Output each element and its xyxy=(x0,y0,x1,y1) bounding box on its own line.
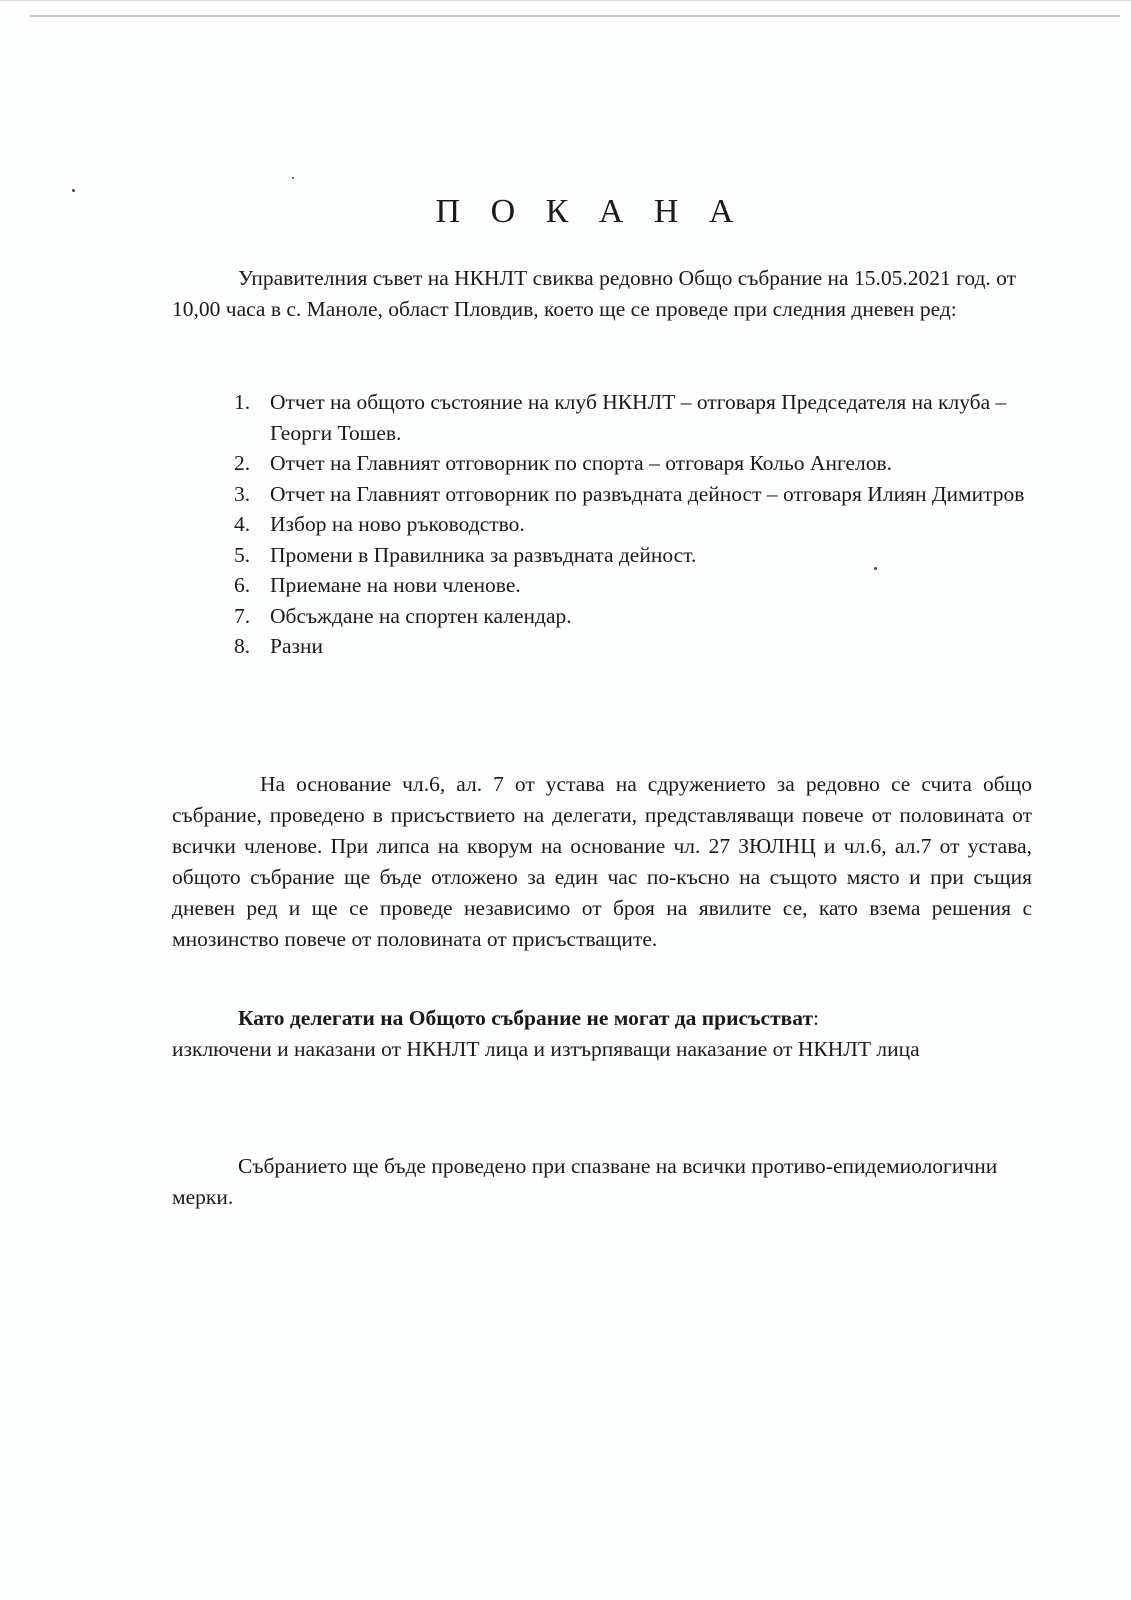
delegates-colon: : xyxy=(813,1006,820,1030)
agenda-item xyxy=(234,631,1040,662)
agenda-item-text: Промени в Правилника за развъдната дейност. xyxy=(270,542,697,567)
agenda-item-number: 7. xyxy=(234,603,251,628)
delegates-lead: Като делегати на Общото събрание не могат да присъстват xyxy=(238,1006,814,1030)
measures-paragraph: Събранието ще бъде проведено при спазване на всички противо-епидемиологични мерки. xyxy=(172,1154,998,1209)
agenda-item xyxy=(234,540,1040,571)
agenda-item-text: Разни xyxy=(270,634,324,658)
agenda-item-number: 5. xyxy=(234,542,251,567)
scan-speck xyxy=(72,189,75,192)
document-title: П О К А Н А xyxy=(435,193,745,230)
quorum-paragraph: На основание чл.6, ал. 7 от устава на сдружението за редовно се счита общо събрание, проведено в присъствието на делегати, представляващи повече от половината от всички членове. При липса на кворум на основание чл. 27 ЗЮЛНЦ и чл.6, ал.7 от устава, общото събрание ще бъде отложено за един час по-късно на същото място и при същия дневен ред и ще се проведе независимо от броя на явилите се, като взема решения с мнозинство повече от половината от присъстващите. xyxy=(172,772,1032,951)
delegates-paragraph xyxy=(172,1003,972,1065)
agenda-item-number: 3. xyxy=(234,481,251,506)
agenda-item-text: Обсъждане на спортен календар. xyxy=(270,603,572,628)
agenda-item xyxy=(234,448,1040,479)
agenda-item-number: 4. xyxy=(234,512,251,536)
agenda-item-text: Избор на ново ръководство. xyxy=(270,512,525,536)
agenda-item-number: 2. xyxy=(234,451,251,475)
agenda-item xyxy=(234,570,1040,601)
agenda-item-text: Отчет на Главният отговорник по спорта – отговаря Кольо Ангелов. xyxy=(270,451,893,475)
agenda-list xyxy=(234,387,1040,662)
agenda-item-text: Отчет на общото състояние на клуб НКНЛТ – отговаря Председателя на клуба – Георги Тошев. xyxy=(270,390,1007,445)
agenda-item-text: Приемане на нови членове. xyxy=(270,573,521,597)
agenda-item-number: 1. xyxy=(234,390,251,414)
delegates-text: изключени и наказани от НКНЛТ лица и изтърпяващи наказание от НКНЛТ лица xyxy=(172,1037,920,1061)
agenda-item-number: 8. xyxy=(234,634,251,658)
agenda-item-text: Отчет на Главният отговорник по развъдната дейност – отговаря Илиян Димитров xyxy=(270,481,1025,506)
agenda-item xyxy=(234,479,1040,510)
agenda-item xyxy=(234,509,1040,540)
scan-speck xyxy=(292,177,294,179)
agenda-item xyxy=(234,387,1040,448)
scan-edge-line xyxy=(30,15,1120,17)
agenda-item xyxy=(234,601,1040,632)
intro-paragraph: Управителния съвет на НКНЛТ свиква редовно Общо събрание на 15.05.2021 год. от 10,00 часа в с. Маноле, област Пловдив, което ще се проведе при следния дневен ред: xyxy=(172,266,1017,321)
agenda-item-number: 6. xyxy=(234,573,251,597)
